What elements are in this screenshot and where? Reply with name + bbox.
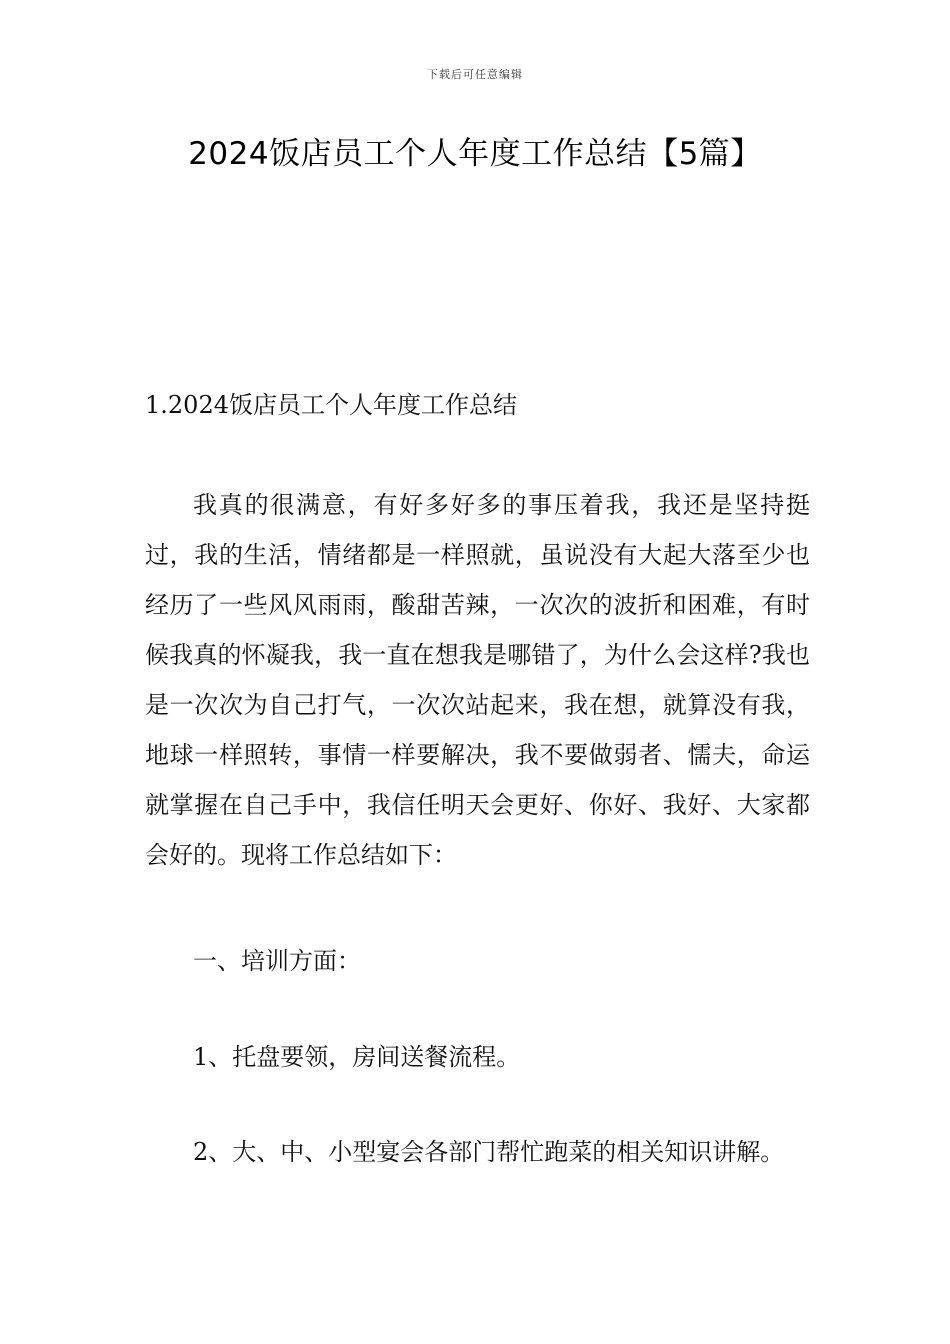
document-title: 2024饭店员工个人年度工作总结【5篇】 xyxy=(188,136,762,172)
list-item: 2、大、中、小型宴会各部门帮忙跑菜的相关知识讲解。 xyxy=(193,1138,785,1166)
section-title: 1.2024饭店员工个人年度工作总结 xyxy=(145,391,517,419)
document-body xyxy=(145,380,810,1177)
sub-heading-training: 一、培训方面： xyxy=(193,947,361,975)
list-item: 1、托盘要领，房间送餐流程。 xyxy=(193,1043,521,1071)
intro-paragraph: 我真的很满意，有好多好多的事压着我，我还是坚持挺过，我的生活，情绪都是一样照就，虽说没有大起大落至少也经历了一些风风雨雨，酸甜苦辣，一次次的波折和困难，有时候我真的怀凝我，我一直在想我是哪错了，为什么会这样?我也是一次次为自己打气，一次次站起来，我在想，就算没有我，地球一样照转，事情一样要解决，我不要做弱者、懦夫，命运就掌握在自己手中，我信任明天会更好、你好、我好、大家都会好的。现将工作总结如下： xyxy=(145,491,810,869)
header-note: 下载后可任意编辑 xyxy=(427,68,523,81)
